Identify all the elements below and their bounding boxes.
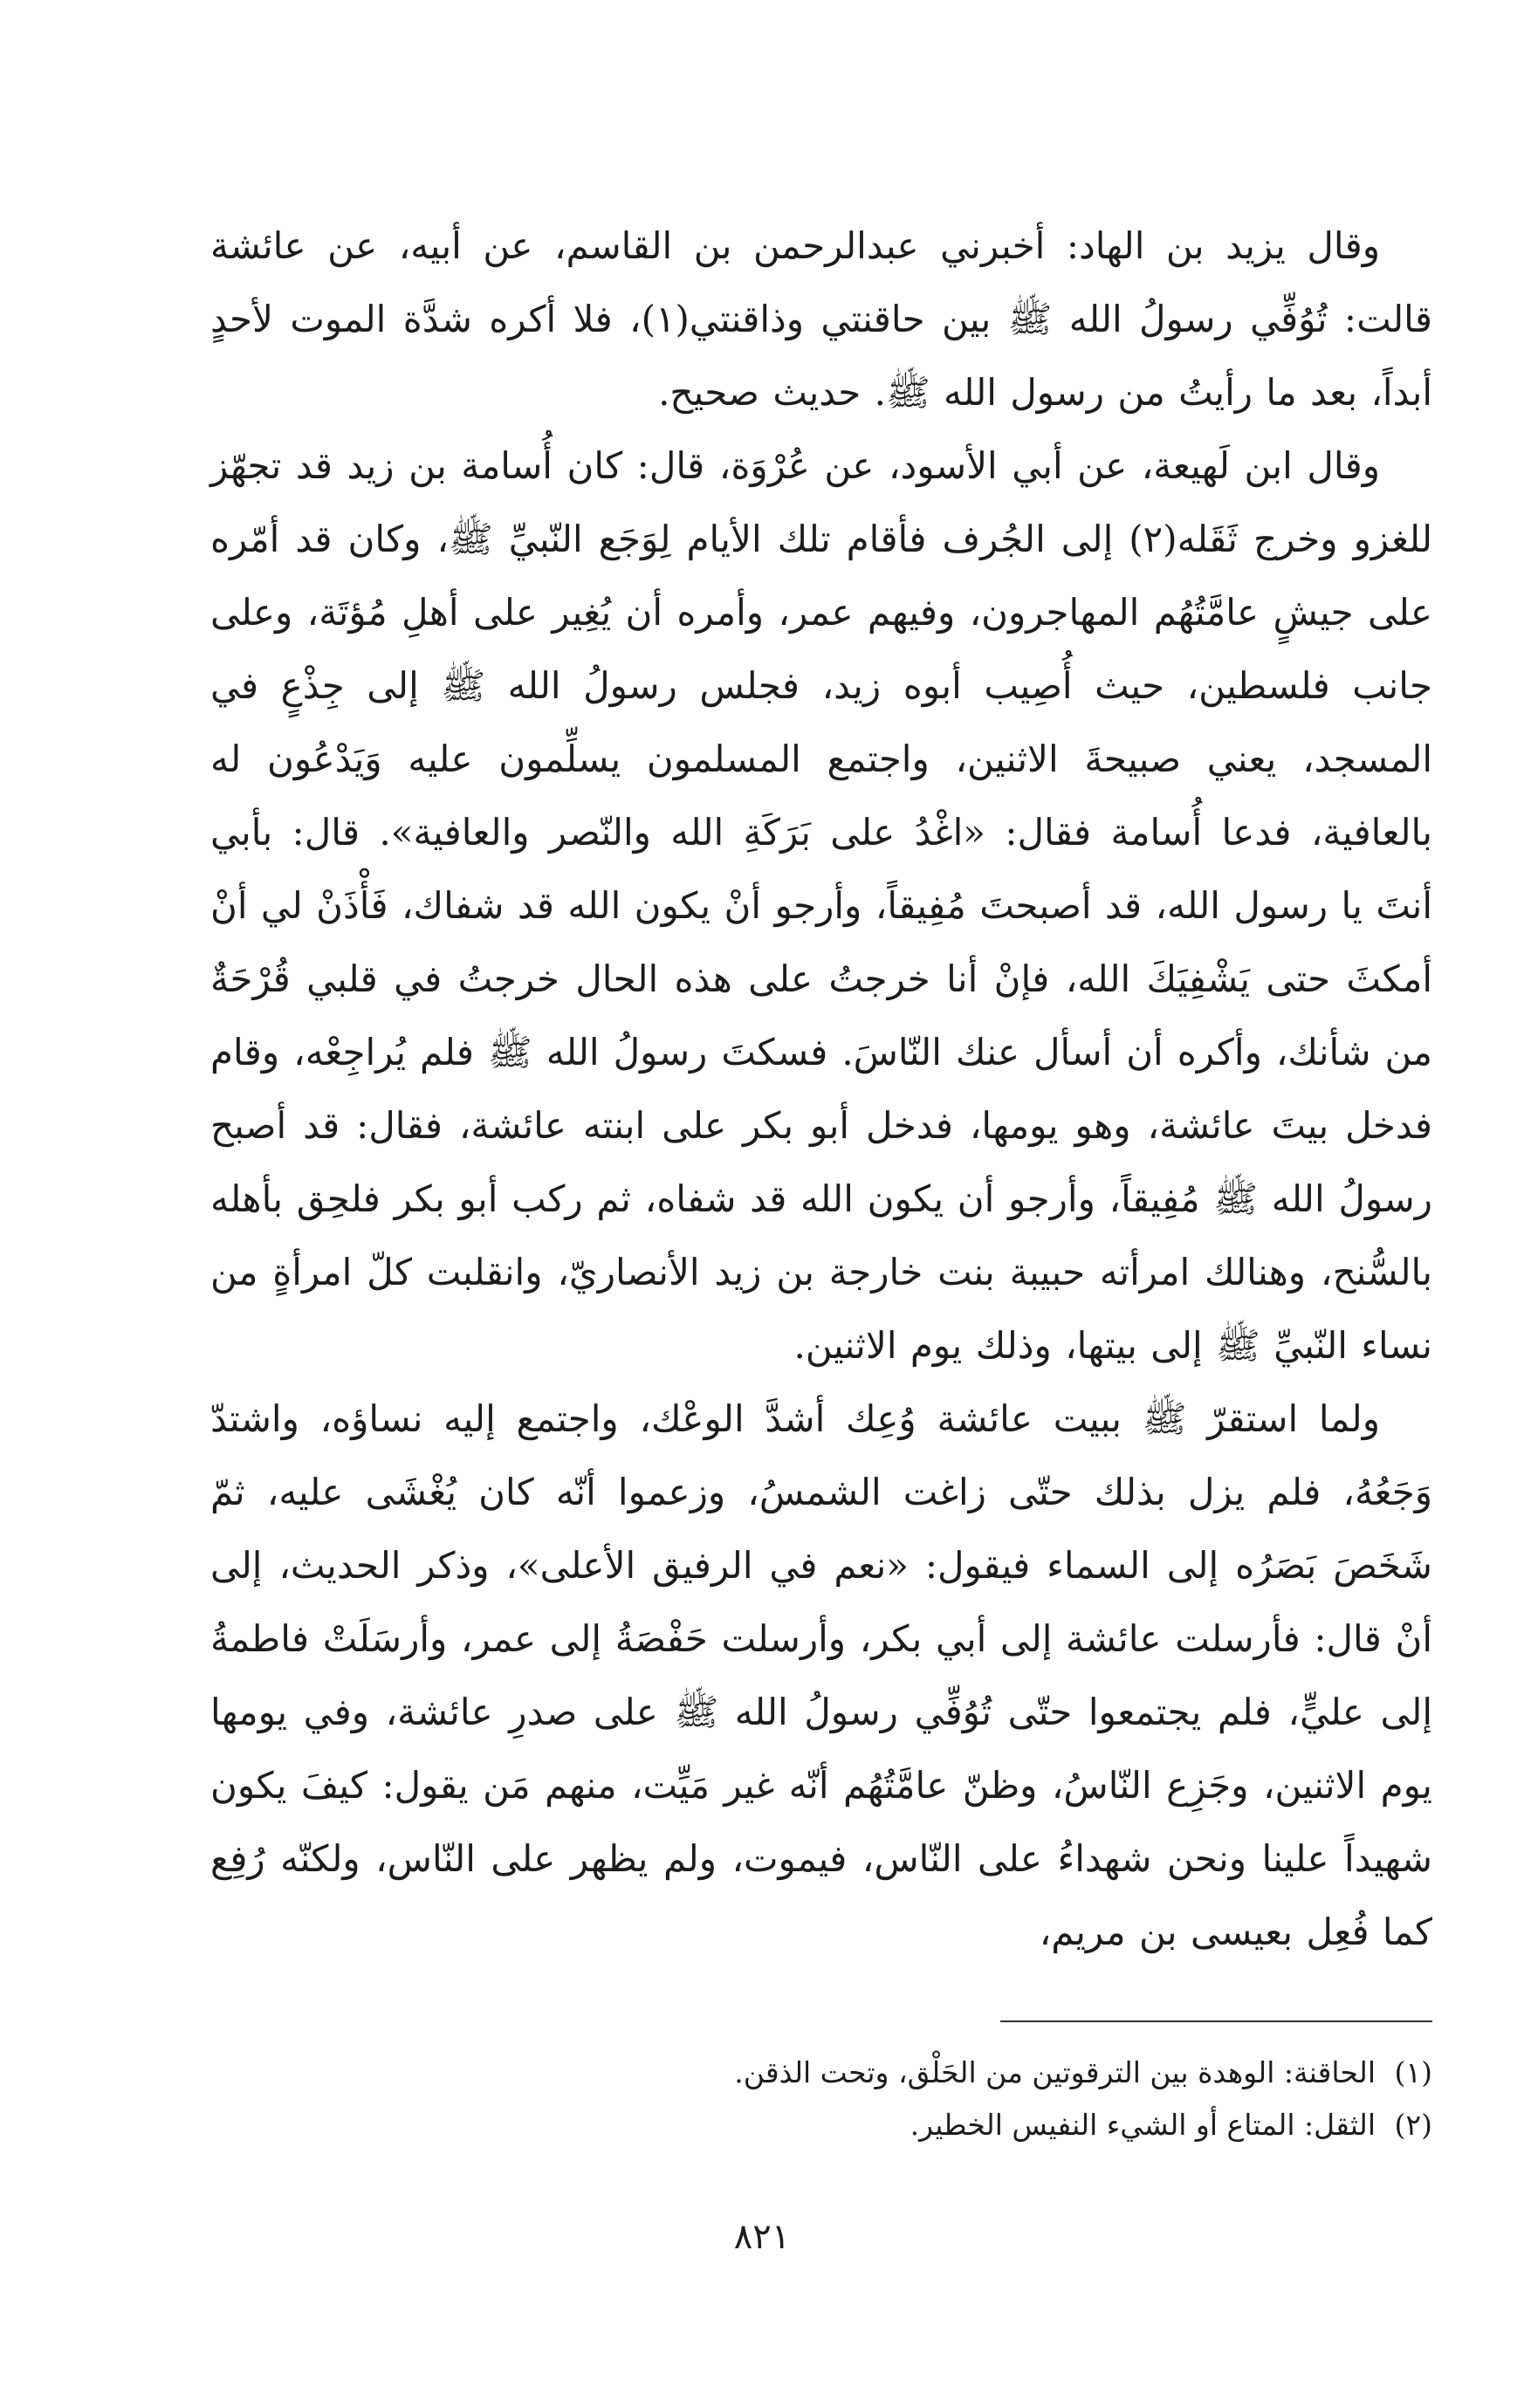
paragraph: وقال يزيد بن الهاد: أخبرني عبدالرحمن بن القاسم، عن أبيه، عن عائشة قالت: تُوُفِّي رسولُ الله ﷺ بين حاقنتي وذاقنتي(١)، فلا أكره شدَّة الموت لأحدٍ أبداً، بعد ما رأيتُ من رسول الله ﷺ. حديث صحيح. [210,224,1432,414]
main-text [210,209,1432,1969]
footnote-number: (١) [1394,2055,1432,2089]
footnote-divider [1000,2020,1432,2022]
footnote [210,2047,1432,2099]
footnote-text: الثقل: المتاع أو الشيء النفيس الخطير. [910,2108,1376,2142]
footnote [210,2099,1432,2151]
footnotes [210,2047,1432,2151]
footnote-number: (٢) [1394,2108,1432,2142]
page-number: ٨٢١ [733,2217,791,2257]
footnote-text: الحاقنة: الوهدة بين الترقوتين من الحَلْق، وتحت الذقن. [734,2055,1376,2089]
paragraph: ولما استقرّ ﷺ ببيت عائشة وُعِك أشدَّ الوعْك، واجتمع إليه نساؤه، واشتدّ وَجَعُهُ، فلم يزل بذلك حتّى زاغت الشمسُ، وزعموا أنّه كان يُغْشَى عليه، ثمّ شَخَصَ بَصَرُه إلى السماء فيقول: «نعم في الرفيق الأعلى»، وذكر الحديث، إلى أنْ قال: فأرسلت عائشة إلى أبي بكر، وأرسلت حَفْصَةُ إلى عمر، وأرسَلَتْ فاطمةُ إلى عليٍّ، فلم يجتمعوا حتّى تُوُفِّي رسولُ الله ﷺ على صدرِ عائشة، وفي يومها يوم الاثنين، وجَزِع النّاسُ، وظنّ عامَّتُهُم أنّه غير مَيِّت، منهم مَن يقول: كيفَ يكون شهيداً علينا ونحن شهداءُ على النّاس، فيموت، ولم يظهر على النّاس، ولكنّه رُفِع كما فُعِل بعيسى بن مريم، [210,1397,1432,1953]
paragraph: وقال ابن لَهيعة، عن أبي الأسود، عن عُرْوَة، قال: كان أُسامة بن زيد قد تجهّز للغزو وخرج ثَقَله(٢) إلى الجُرف فأقام تلك الأيام لِوَجَع النّبيِّ ﷺ، وكان قد أمّره على جيشٍ عامَّتُهُم المهاجرون، وفيهم عمر، وأمره أن يُغِير على أهلِ مُؤتَة، وعلى جانب فلسطين، حيث أُصِيب أبوه زيد، فجلس رسولُ الله ﷺ إلى جِذْعٍ في المسجد، يعني صبيحةَ الاثنين، واجتمع المسلمون يسلِّمون عليه وَيَدْعُون له بالعافية، فدعا أُسامة فقال: «اغْدُ على بَرَكَةِ الله والنّصر والعافية». قال: بأبي أنتَ يا رسول الله، قد أصبحتَ مُفِيقاً، وأرجو أنْ يكون الله قد شفاك، فَأْذَنْ لي أنْ أمكثَ حتى يَشْفِيَكَ الله، فإنْ أنا خرجتُ على هذه الحال خرجتُ في قلبي قُرْحَةٌ من شأنك، وأكره أن أسأل عنك النّاسَ. فسكتَ رسولُ الله ﷺ فلم يُراجِعْه، وقام فدخل بيتَ عائشة، وهو يومها، فدخل أبو بكر على ابنته عائشة، فقال: قد أصبح رسولُ الله ﷺ مُفِيقاً، وأرجو أن يكون الله قد شفاه، ثم ركب أبو بكر فلحِق بأهله بالسُّنح، وهنالك امرأته حبيبة بنت خارجة بن زيد الأنصاريّ، وانقلبت كلّ امرأةٍ من نساء النّبيِّ ﷺ إلى بيتها، وذلك يوم الاثنين. [210,444,1433,1367]
